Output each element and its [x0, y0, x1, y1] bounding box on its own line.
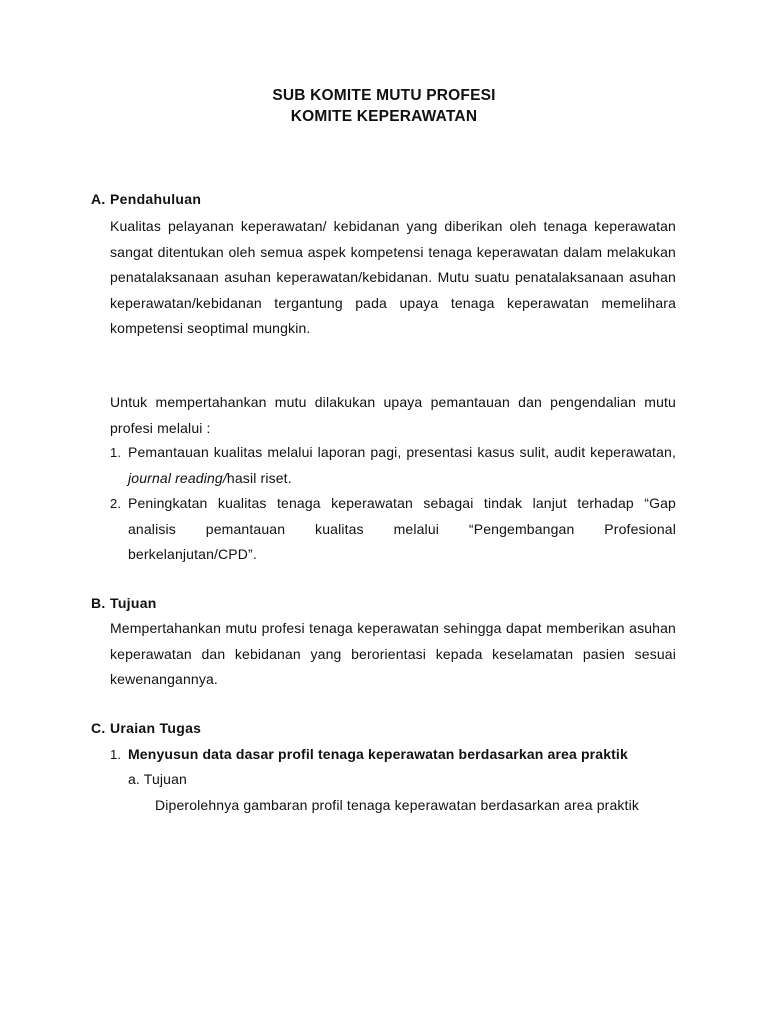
section-c-title: Uraian Tugas	[110, 720, 202, 736]
section-b-letter: B.	[91, 595, 106, 611]
list-item-text: Peningkatan kualitas tenaga keperawatan sebagai tindak lanjut terhadap “Gap analisis pemantauan kualitas melalui “Pengembangan Profesional berkelanjutan/CPD”.	[128, 495, 676, 562]
section-a-paragraph1: Kualitas pelayanan keperawatan/ kebidanan yang diberikan oleh tenaga keperawatan sangat ditentukan oleh semua aspek kompetensi tenaga keperawatan dalam melakukan penatalaksanaan asuhan keperawatan/kebidanan. Mutu suatu penatalaksanaan asuhan keperawatan/kebidanan tergantung pada upaya tenaga keperawatan memelihara kompetensi seoptimal mungkin.	[110, 218, 676, 336]
section-b-title: Tujuan	[110, 595, 157, 611]
list-item	[110, 440, 676, 491]
document-title-line2: KOMITE KEPERAWATAN	[290, 108, 478, 125]
list-item-number: 1.	[110, 747, 122, 762]
section-a-heading	[91, 191, 201, 207]
section-c-heading	[91, 720, 201, 736]
list-item	[110, 742, 690, 768]
list-item-number: 1.	[110, 445, 122, 460]
section-c-letter: C.	[91, 720, 106, 736]
section-a-list	[110, 440, 676, 568]
document-title-line1: SUB KOMITE MUTU PROFESI	[272, 87, 496, 104]
list-item-text-before: Pemantauan kualitas melalui laporan pagi, presentasi kasus sulit, audit keperawatan,	[128, 444, 676, 460]
list-item-text-after: hasil riset.	[226, 469, 292, 486]
list-item-text-italic: journal reading/	[128, 469, 227, 486]
section-a-title: Pendahuluan	[110, 191, 202, 207]
list-item-number: 2.	[110, 496, 122, 511]
section-b-heading	[91, 595, 157, 611]
section-a-letter: A.	[91, 191, 106, 207]
section-c-list	[110, 742, 690, 768]
section-a-paragraph2: Untuk mempertahankan mutu dilakukan upaya pemantauan dan pengendalian mutu profesi melalui :	[110, 394, 676, 436]
section-b-paragraph: Mempertahankan mutu profesi tenaga keperawatan sehingga dapat memberikan asuhan keperawatan dan kebidanan yang berorientasi kepada keselamatan pasien sesuai kewenangannya.	[110, 620, 676, 687]
list-item-text: Menyusun data dasar profil tenaga keperawatan berdasarkan area praktik	[128, 746, 628, 762]
sub-item-label: a. Tujuan	[128, 771, 187, 787]
list-item	[110, 491, 676, 568]
sub-item-paragraph: Diperolehnya gambaran profil tenaga keperawatan berdasarkan area praktik	[155, 797, 639, 813]
